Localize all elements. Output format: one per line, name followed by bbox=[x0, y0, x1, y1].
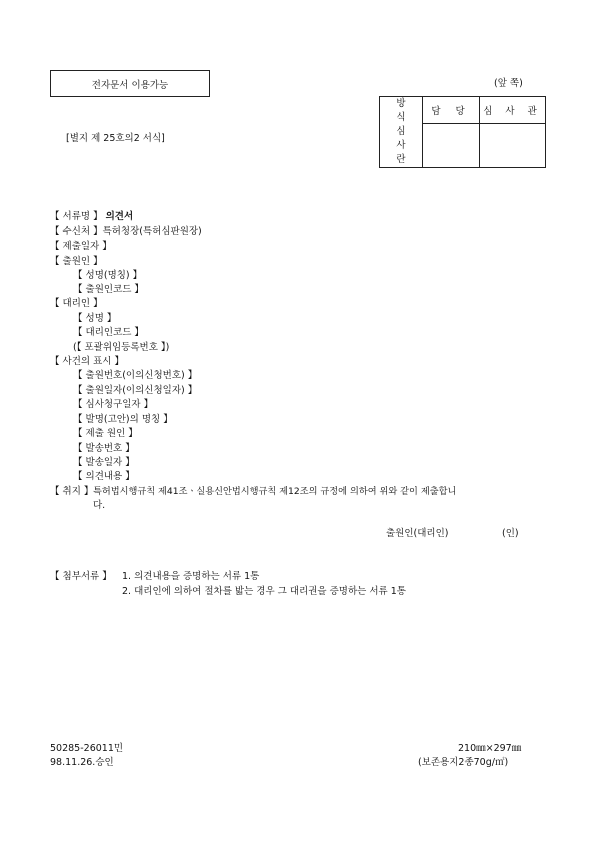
attachment-item-1: 1. 의견내용을 증명하는 서류 1통 bbox=[122, 571, 260, 582]
form-number: [별지 제 25호의2 서식] bbox=[66, 133, 165, 144]
approval-col-charge: 담 당 bbox=[423, 97, 480, 124]
signer-label: 출원인(대리인) bbox=[386, 528, 449, 539]
applicant-code: 【 출원인코드 】 bbox=[73, 284, 144, 295]
applicant: 【 출원인 】 bbox=[50, 256, 103, 267]
approval-label-char: 심 bbox=[396, 126, 406, 137]
footer-paper-size: 210㎜×297㎜ bbox=[458, 743, 522, 754]
approval-sign-examiner bbox=[480, 124, 546, 168]
case-send-date: 【 발송일자 】 bbox=[73, 457, 135, 468]
approval-label-char: 식 bbox=[396, 112, 406, 123]
case-indication: 【 사건의 표시 】 bbox=[50, 356, 124, 367]
approval-vertical-label bbox=[380, 97, 423, 168]
attachment-item-2: 2. 대리인에 의하여 절차를 밟는 경우 그 대리권을 증명하는 서류 1통 bbox=[122, 586, 406, 597]
submit-date: 【 제출일자 】 bbox=[50, 241, 112, 252]
doc-name-row bbox=[50, 211, 133, 223]
case-app-date: 【 출원일자(이의신청일자) 】 bbox=[73, 385, 198, 396]
purpose-label: 【 취지 】 bbox=[50, 486, 94, 497]
case-title: 【 발명(고안)의 명칭 】 bbox=[73, 414, 173, 425]
agent-registration: (【 포괄위임등록번호 】) bbox=[73, 342, 170, 353]
footer-form-code: 50285-26011민 bbox=[50, 743, 124, 754]
approval-label-char: 란 bbox=[396, 154, 406, 165]
approval-col-examiner: 심 사 관 bbox=[480, 97, 546, 124]
doc-name-label: 【 서류명 】 bbox=[50, 211, 103, 222]
recipient: 【 수신처 】특허청장(특허심판원장) bbox=[50, 226, 202, 237]
seal-mark: (인) bbox=[502, 528, 519, 539]
footer-approval-date: 98.11.26.승인 bbox=[50, 757, 114, 768]
case-send-no: 【 발송번호 】 bbox=[73, 443, 135, 454]
electronic-document-badge: 전자문서 이용가능 bbox=[50, 70, 210, 97]
approval-label-char: 방 bbox=[396, 98, 406, 109]
page-side-label: (앞 쪽) bbox=[494, 78, 523, 89]
purpose-text-line1: 특허법시행규칙 제41조ㆍ실용신안법시행규칙 제12조의 규정에 의하여 위와 같이 제출합니 bbox=[93, 486, 457, 497]
purpose-text-line2: 다. bbox=[93, 500, 106, 511]
approval-sign-charge bbox=[423, 124, 480, 168]
doc-name-value: 의견서 bbox=[105, 211, 134, 222]
case-app-no: 【 출원번호(이의신청번호) 】 bbox=[73, 370, 198, 381]
agent: 【 대리인 】 bbox=[50, 298, 103, 309]
approval-label-char: 사 bbox=[396, 140, 406, 151]
case-reason: 【 제출 원인 】 bbox=[73, 428, 138, 439]
agent-name: 【 성명 】 bbox=[73, 313, 117, 324]
attachments-label: 【 첨부서류 】 bbox=[50, 571, 112, 582]
approval-box bbox=[379, 96, 546, 168]
applicant-name: 【 성명(명칭) 】 bbox=[73, 270, 143, 281]
agent-code: 【 대리인코드 】 bbox=[73, 327, 144, 338]
case-content: 【 의견내용 】 bbox=[73, 471, 135, 482]
footer-paper-type: (보존용지2종70g/㎡) bbox=[418, 757, 509, 768]
case-exam-date: 【 심사청구일자 】 bbox=[73, 399, 154, 410]
